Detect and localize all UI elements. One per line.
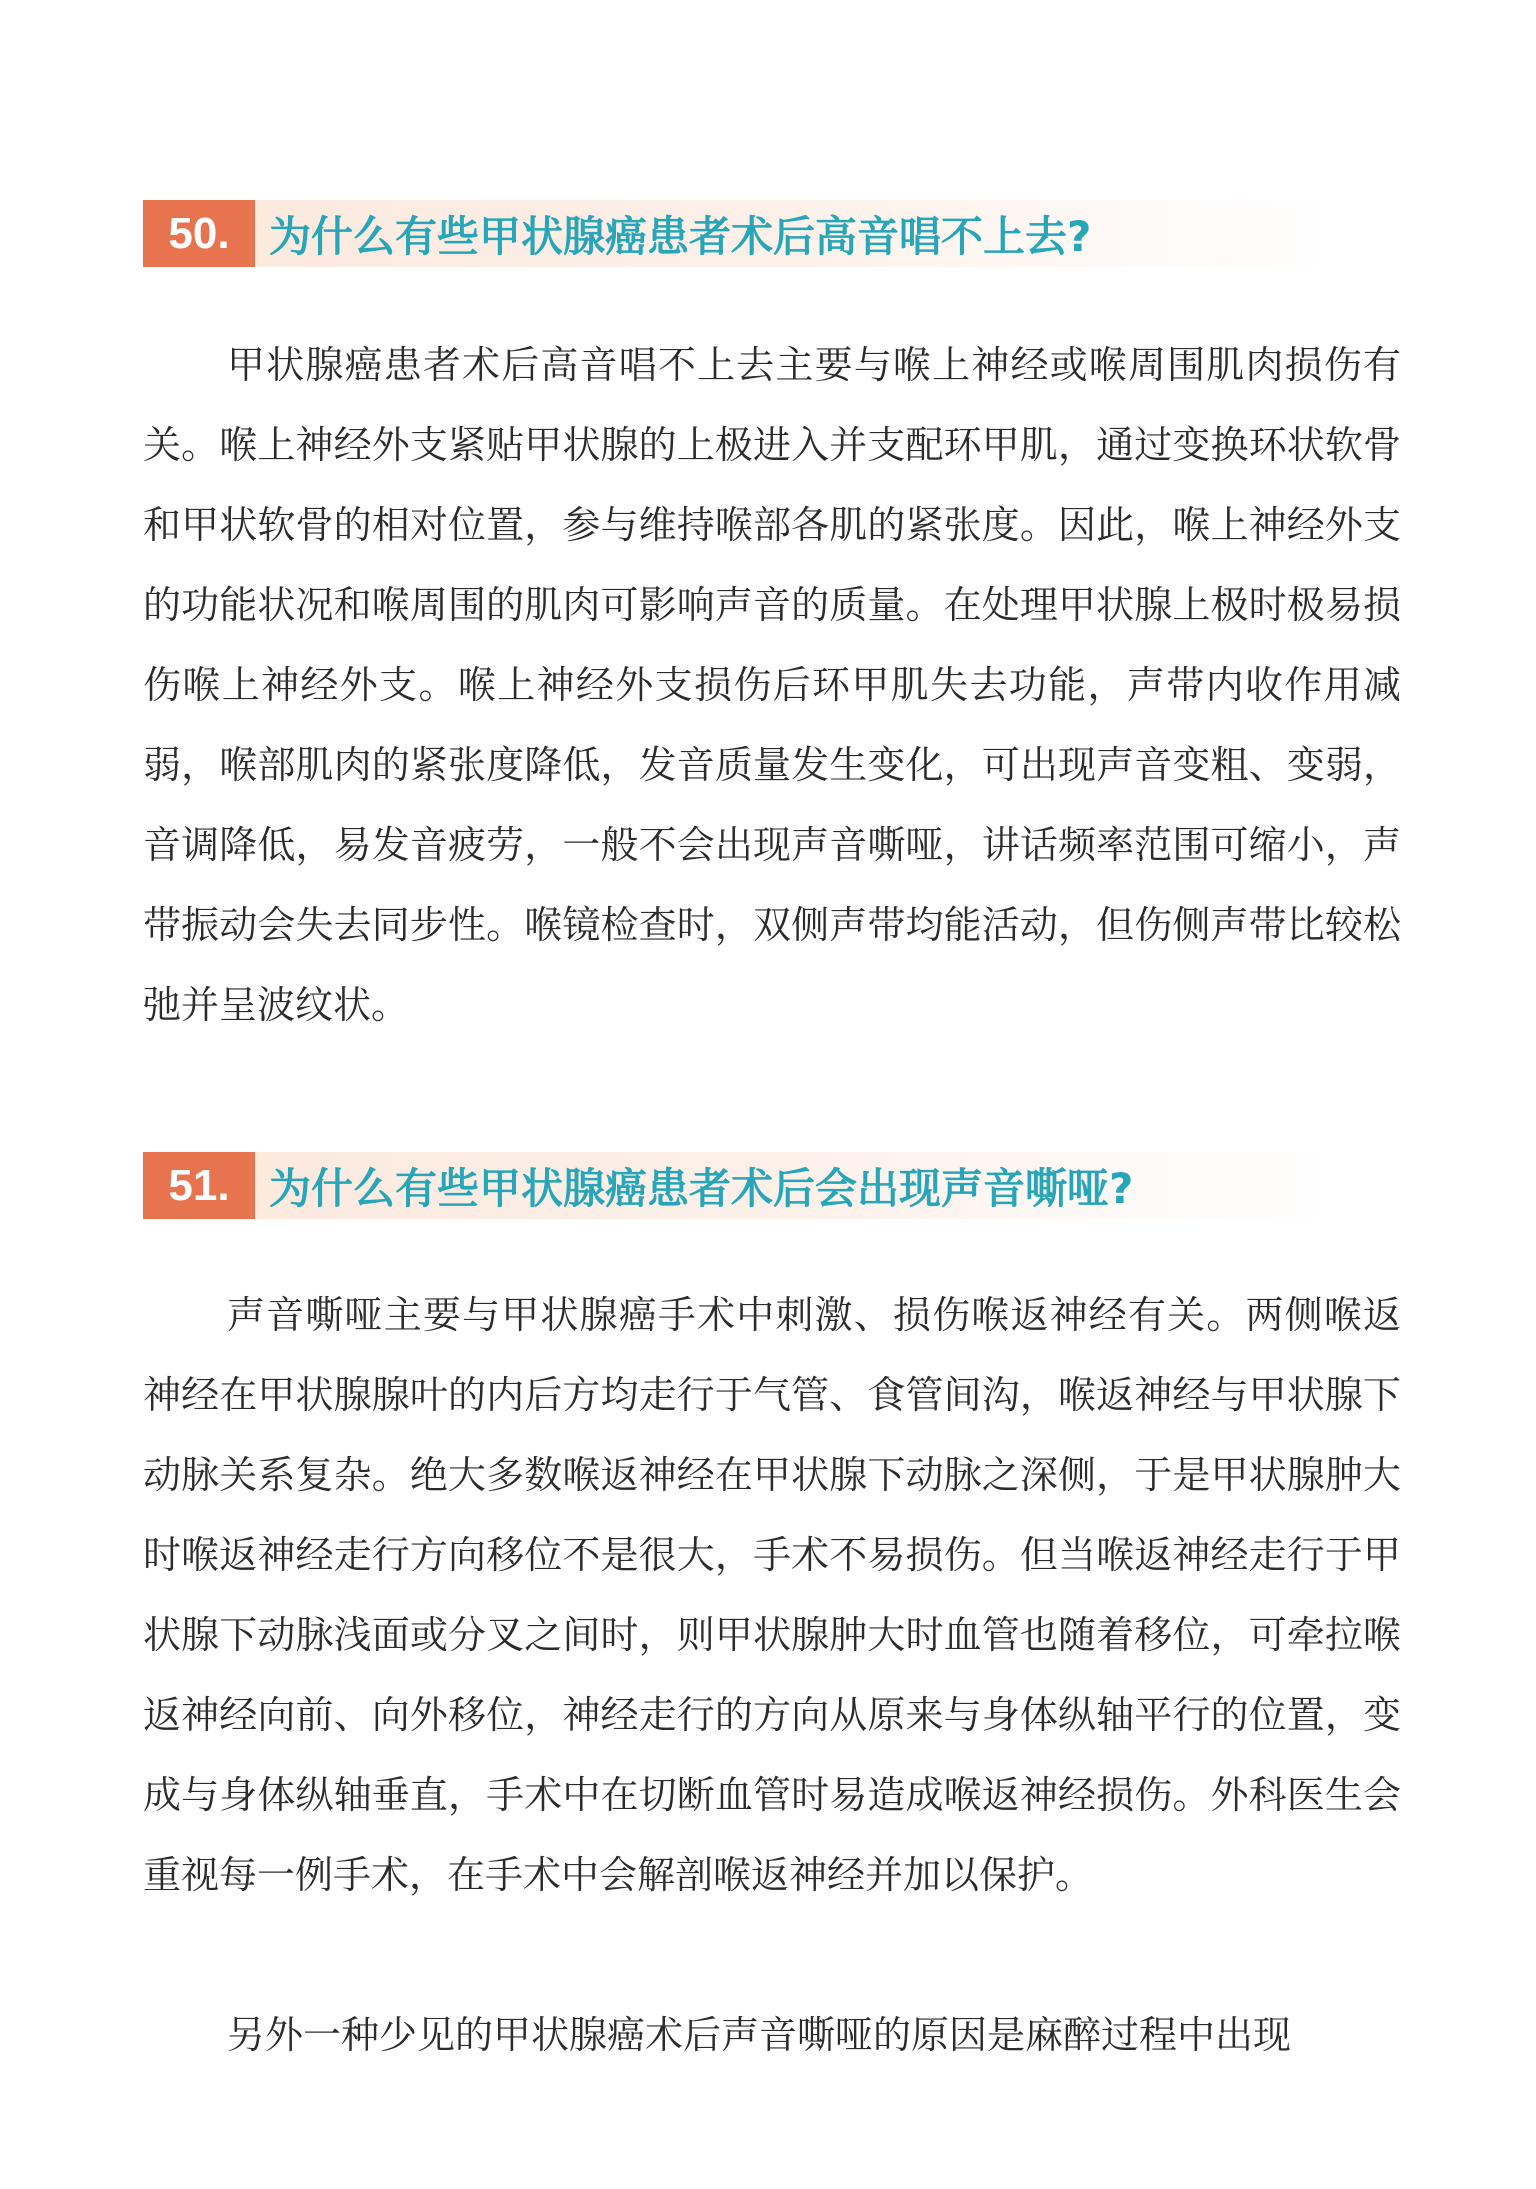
question-heading-51	[143, 1152, 1333, 1219]
answer-paragraph: 声音嘶哑主要与甲状腺癌手术中刺激、损伤喉返神经有关。两侧喉返神经在甲状腺腺叶的内后方均走行于气管、食管间沟，喉返神经与甲状腺下动脉关系复杂。绝大多数喉返神经在甲状腺下动脉之深侧，于是甲状腺肿大时喉返神经走行方向移位不是很大，手术不易损伤。但当喉返神经走行于甲状腺下动脉浅面或分叉之间时，则甲状腺肿大时血管也随着移位，可牵拉喉返神经向前、向外移位，神经走行的方向从原来与身体纵轴平行的位置，变成与身体纵轴垂直，手术中在切断血管时易造成喉返神经损伤。外科医生会重视每一例手术，在手术中会解剖喉返神经并加以保护。	[143, 1293, 1401, 1897]
question-title: 为什么有些甲状腺癌患者术后高音唱不上去?	[269, 211, 1092, 261]
answer-paragraph: 甲状腺癌患者术后高音唱不上去主要与喉上神经或喉周围肌肉损伤有关。喉上神经外支紧贴甲状腺的上极进入并支配环甲肌，通过变换环状软骨和甲状软骨的相对位置，参与维持喉部各肌的紧张度。因此，喉上神经外支的功能状况和喉周围的肌肉可影响声音的质量。在处理甲状腺上极时极易损伤喉上神经外支。喉上神经外支损伤后环甲肌失去功能，声带内收作用减弱，喉部肌肉的紧张度降低，发音质量发生变化，可出现声音变粗、变弱，音调降低，易发音疲劳，一般不会出现声音嘶哑，讲话频率范围可缩小，声带振动会失去同步性。喉镜检查时，双侧声带均能活动，但伤侧声带比较松弛并呈波纹状。	[143, 343, 1401, 1027]
answer-paragraph: 另外一种少见的甲状腺癌术后声音嘶哑的原因是麻醉过程中出现	[227, 2013, 1292, 2057]
question-number-badge: 50.	[143, 200, 255, 267]
question-title: 为什么有些甲状腺癌患者术后会出现声音嘶哑?	[269, 1163, 1134, 1213]
question-number-badge: 51.	[143, 1152, 255, 1219]
question-heading-50	[143, 200, 1333, 267]
